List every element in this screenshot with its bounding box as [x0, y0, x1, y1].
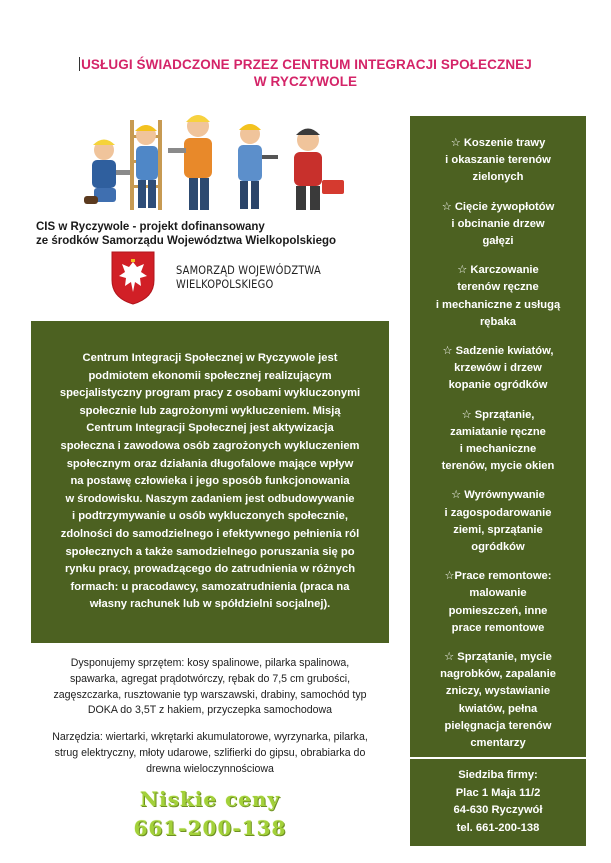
description-line: rynku pracy, prowadzącego do zatrudnienia w różnych [64, 563, 356, 576]
service-line: ☆ Sprzątanie, [461, 408, 535, 421]
equipment-section [34, 656, 386, 778]
description-line: na postawę człowieka i jego sposób funkcjonowania [70, 475, 350, 488]
description-line: Centrum Integracji Społecznej jest aktywizacja [86, 422, 334, 435]
service-line: pielęgnacja terenów [444, 719, 552, 732]
samorzad-logo-text [176, 263, 321, 291]
service-item [410, 649, 586, 752]
text-cursor [79, 57, 80, 71]
contact-heading: Siedziba firmy: [458, 769, 538, 781]
service-item [410, 487, 586, 556]
service-line: i obcinanie drzew [451, 217, 545, 230]
equipment-list [34, 656, 386, 719]
service-line: ☆Prace remontowe: [444, 570, 552, 583]
service-item [410, 407, 586, 476]
service-line: kwiatów, pełna [458, 702, 538, 715]
company-contact [410, 767, 586, 837]
service-line: terenów ręczne [457, 281, 539, 294]
service-line: ziemi, sprzątanie [453, 523, 543, 536]
title-line-1: USŁUGI ŚWIADCZONE PRZEZ CENTRUM INTEGRACJI SPOŁECZNEJ [81, 57, 532, 72]
service-line: ☆ Koszenie trawy [450, 137, 546, 149]
description-line: społecznym oraz działania długofalowe mające wpływ [66, 457, 354, 470]
wielkopolska-eagle-emblem-icon [110, 250, 156, 306]
sidebar-divider [410, 757, 586, 759]
worker-4-figure [238, 124, 278, 209]
tools-line: drewna wieloczynnościowa [146, 762, 274, 775]
service-line: krzewów i drzew [454, 362, 542, 375]
description-line: podmiotem ekonomii społecznej realizującym [88, 369, 332, 382]
service-line: malowanie [469, 587, 527, 600]
service-item [410, 262, 586, 331]
description-line: specjalistyczny program pracy z osobami wykluczonymi [59, 387, 361, 400]
service-line: cmentarzy [470, 737, 526, 750]
description-line: formach: u pracodawcy, samozatrudnienia (praca na [70, 580, 350, 593]
description-line: społecznie lub zagrożonymi wykluczeniem. Misją [79, 404, 341, 417]
service-line: ☆ Sadzenie kwiatów, [442, 345, 554, 358]
equipment-line: zagęszczarka, rusztowanie typ warszawski, drabiny, samochód typ [53, 688, 367, 701]
mission-description-box [31, 321, 389, 643]
logo-line-1: SAMORZĄD WOJEWÓDZTWA [176, 263, 321, 277]
service-line: i okaszanie terenów [445, 154, 551, 167]
worker-5-figure [294, 129, 344, 211]
description-line: Centrum Integracji Społecznej w Ryczywole jest [82, 352, 338, 364]
logo-line-2: WIELKOPOLSKIEGO [176, 277, 274, 291]
service-line: nagrobków, zapalanie [440, 668, 556, 681]
sidebar-top-gap [410, 103, 586, 116]
service-line: ☆ Cięcie żywopłotów [441, 200, 555, 213]
service-line: zielonych [472, 171, 524, 184]
description-line: w środowisku. Naszym zadaniem jest odbudowywanie [65, 492, 355, 505]
services-list [410, 135, 586, 764]
service-line: i zagospodarowanie [444, 506, 552, 519]
service-line: terenów, mycie okien [441, 460, 555, 473]
worker-3-figure [168, 115, 212, 210]
service-line: kopanie ogródków [448, 379, 548, 392]
description-line: zdolności do samodzielnego i efektywnego pełnienia ról [60, 527, 360, 540]
service-line: prace remontowe [451, 621, 545, 634]
service-line: zniczy, wystawianie [445, 685, 551, 698]
service-item [410, 568, 586, 637]
service-line: ogródków [471, 541, 525, 554]
contact-address-1: Plac 1 Maja 11/2 [455, 786, 541, 799]
contact-phone: tel. 661-200-138 [456, 821, 540, 834]
equipment-line: spawarka, agregat prądotwórczy, rębak do 7,5 cm grubości, [69, 672, 351, 685]
tools-line: strug elektryczny, młoty udarowe, szlifierki do gipsu, obrabiarka do [54, 746, 366, 759]
service-line: ☆ Karczowanie [457, 264, 539, 277]
service-line: gałęzi [482, 235, 514, 248]
project-line-1: CIS w Ryczywole - projekt dofinansowany [36, 221, 265, 233]
service-line: pomieszczeń, inne [448, 604, 548, 617]
service-line: i mechaniczne z usługą [435, 298, 561, 311]
service-line: zamiatanie ręczne [450, 425, 546, 438]
equipment-line: DOKA do 3,5T z hakiem, przyczepka samochodowa [87, 704, 333, 717]
description-line: i podtrzymywanie u osób wykluczonych społecznie, [71, 510, 349, 523]
service-item [410, 135, 586, 187]
description-line: społecznych a także samodzielnego poruszania się po [65, 545, 355, 558]
project-funding-note [36, 220, 396, 248]
service-line: i mechaniczne [459, 443, 537, 456]
service-item [410, 343, 586, 395]
description-line: własny rachunek lub w spółdzielni socjalnej). [89, 598, 331, 611]
contact-address-2: 64-630 Ryczywół [453, 804, 543, 817]
low-prices-slogan: Niskie ceny [139, 787, 281, 811]
equipment-line: Dysponujemy sprzętem: kosy spalinowe, pilarka spalinowa, [70, 657, 350, 669]
service-line: ☆ Wyrównywanie [451, 489, 545, 502]
project-line-2: ze środków Samorządu Województwa Wielkopolskiego [36, 235, 337, 247]
promo-phone-number: 661-200-138 [133, 816, 287, 840]
service-line: ☆ Sprzątanie, mycie [444, 651, 552, 664]
description-line: społeczna i zawodowa osób zagrożonych wykluczeniem [60, 439, 360, 452]
title-line-2: W RYCZYWOLE [253, 74, 358, 89]
service-line: rębaka [479, 315, 517, 328]
workers-illustration [80, 100, 360, 220]
services-sidebar [410, 103, 586, 846]
tools-list [34, 730, 386, 777]
service-item [410, 199, 586, 251]
section-gap [34, 719, 386, 730]
worker-2-figure [130, 120, 162, 210]
page-title [0, 56, 611, 90]
worker-1-figure [84, 140, 132, 205]
tools-line: Narzędzia: wiertarki, wkrętarki akumulatorowe, wyrzynarka, pilarka, [52, 731, 368, 744]
